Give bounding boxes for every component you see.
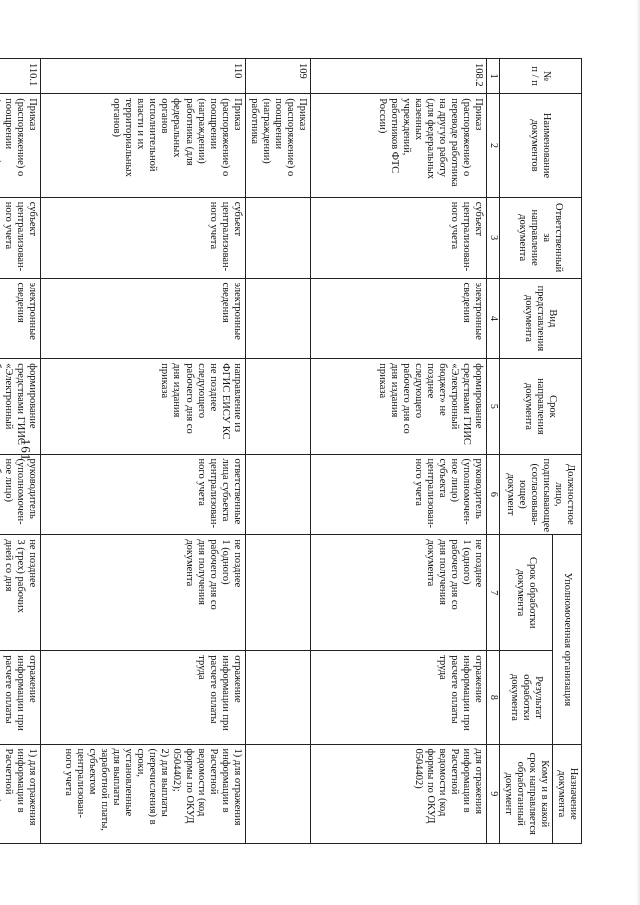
destination — [245, 744, 310, 844]
signing-official: руководитель (уполномочен- ное лицо) — [0, 454, 40, 535]
column-number: 5 — [487, 359, 500, 454]
processing-result: отражение информации при расчете оплаты — [0, 651, 40, 744]
signing-official — [245, 454, 310, 535]
responsible — [245, 197, 310, 278]
processing-result — [245, 651, 310, 744]
row-number: 110 — [40, 59, 245, 94]
document-kind — [245, 278, 310, 359]
submission-term: направление из ФГИС ЕИСУ КС не позднее следующего рабочего дня со дня издания приказа — [40, 359, 245, 454]
column-number-row — [487, 59, 500, 844]
row-number: 109 — [245, 59, 310, 94]
header-col-term: Срок направления документа — [499, 359, 581, 454]
responsible: субъект централизован- ного учета — [40, 197, 245, 278]
processing-term: не позднее 1 (одного) рабочего дня со дня получения документа — [311, 535, 487, 651]
document-name: Приказ (распоряжение) о поощрении — [0, 94, 40, 198]
column-number: 8 — [487, 651, 500, 744]
column-number: 2 — [487, 94, 500, 198]
signing-official: руководитель (уполномочен- ное лицо) субъекта централизован- ного учета — [311, 454, 487, 535]
header-col-destination: Кому и в какой срок направляется обработанный документ — [499, 744, 552, 844]
scan-edge-shadow — [636, 0, 640, 905]
header-group-organization: Уполномоченная организация — [552, 535, 581, 744]
destination: 1) для отражения информации в Расчетной ведомости (код формы по ОКУД 0504402); 2) для выплаты (перечисления) в сроки, установленные для выплаты заработной платы, субъектом централизован- ного учета — [40, 744, 245, 844]
header-group-purpose: Назначение документа — [552, 744, 581, 844]
header-col-responsible: Ответственный за направление документа — [499, 197, 581, 278]
header-col-result: Результат обработки документа — [499, 651, 552, 744]
destination: 1) для отражения информации в Расчетной — [0, 744, 40, 844]
destination: для отражения информации в Расчетной ведомости (код формы по ОКУД 0504402) — [311, 744, 487, 844]
document-kind: электронные сведения — [40, 278, 245, 359]
header-col-number: № п / п — [499, 59, 581, 94]
table-row — [40, 59, 245, 844]
processing-term — [245, 535, 310, 651]
header-col-name: Наименование документов — [499, 94, 581, 198]
column-number: 9 — [487, 744, 500, 844]
page-number: 161 — [18, 438, 34, 462]
processing-term: не позднее 3 (трех) рабочих дней со дня — [0, 535, 40, 651]
submission-term — [245, 359, 310, 454]
document-name: Приказ (распоряжение) о поощрении (награждении) работника (для федеральных органов исполнительной власти и их территориальных органов) — [40, 94, 245, 198]
document-table — [0, 58, 582, 844]
table-row — [311, 59, 487, 844]
submission-term: формирование средствами ГИИС «Электронный — [0, 359, 40, 454]
signing-official: ответственные лица субъекта централизован- ного учета — [40, 454, 245, 535]
processing-result: отражение информации при расчете оплаты труда — [40, 651, 245, 744]
row-number: 110.1 — [0, 59, 40, 94]
document-name: Приказ (распоряжение) о переводе работника на другую работу (для федеральных казенных учреждений, работников ФТС России) — [311, 94, 487, 198]
header-col-kind: Вид представления документа — [499, 278, 581, 359]
table-row — [0, 59, 40, 844]
row-number: 108.2 — [311, 59, 487, 94]
column-number: 6 — [487, 454, 500, 535]
processing-term: не позднее 1 (одного) рабочего дня со дня получения документа — [40, 535, 245, 651]
responsible: субъект централизован- ного учета — [0, 197, 40, 278]
document-name: Приказ (распоряжение) о поощрении (награждении) работника — [245, 94, 310, 198]
column-number: 4 — [487, 278, 500, 359]
document-kind: электронные сведения — [0, 278, 40, 359]
header-col-processing-term: Срок обработки документа — [499, 535, 552, 651]
responsible: субъект централизован- ного учета — [311, 197, 487, 278]
table-row — [245, 59, 310, 844]
document-kind: электронные сведения — [311, 278, 487, 359]
column-number: 3 — [487, 197, 500, 278]
column-number: 7 — [487, 535, 500, 651]
column-number: 1 — [487, 59, 500, 94]
processing-result: отражение информации при расчете оплаты труда — [311, 651, 487, 744]
submission-term: формирование средствами ГИИС «Электронный бюджет» не позднее следующего рабочего дня со дня издания приказа — [311, 359, 487, 454]
header-col-official: Должностное лицо, подписывающее (согласовыва- ющее) документ — [499, 454, 581, 535]
header-row-top — [552, 59, 581, 844]
